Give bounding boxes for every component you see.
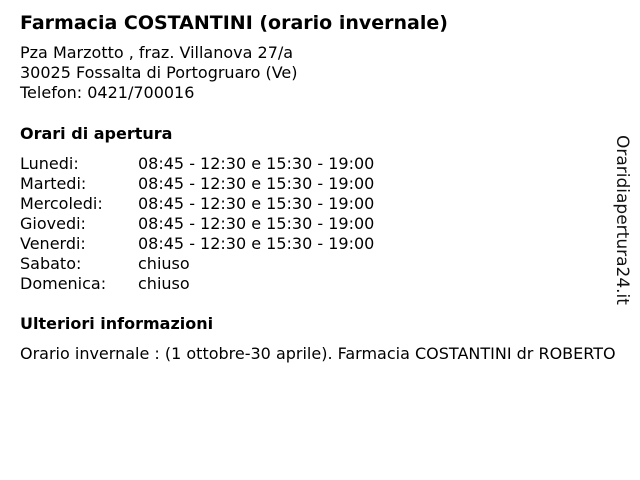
time-value: 08:45 - 12:30 e 15:30 - 19:00 [138, 234, 375, 253]
site-watermark: Oraridiapertura24.it [612, 135, 632, 305]
day-label: Sabato: [20, 254, 82, 273]
hours-row-saturday [20, 254, 374, 274]
street-address: Pza Marzotto , fraz. Villanova 27/a [20, 43, 294, 62]
day-label: Martedi: [20, 174, 87, 193]
phone-number: Telefon: 0421/700016 [20, 83, 195, 102]
hours-row-sunday [20, 274, 374, 294]
time-value: chiuso [138, 274, 190, 293]
hours-row-thursday [20, 214, 374, 234]
address-block [20, 43, 298, 103]
page-title: Farmacia COSTANTINI (orario invernale) [20, 12, 448, 34]
day-label: Giovedi: [20, 214, 86, 233]
hours-row-tuesday [20, 174, 374, 194]
day-label: Lunedi: [20, 154, 79, 173]
time-value: 08:45 - 12:30 e 15:30 - 19:00 [138, 174, 375, 193]
opening-hours-heading: Orari di apertura [20, 124, 173, 143]
hours-row-monday [20, 154, 374, 174]
hours-row-friday [20, 234, 374, 254]
time-value: 08:45 - 12:30 e 15:30 - 19:00 [138, 194, 375, 213]
city-address: 30025 Fossalta di Portogruaro (Ve) [20, 63, 298, 82]
opening-hours-table [20, 154, 374, 294]
day-label: Domenica: [20, 274, 107, 293]
time-value: chiuso [138, 254, 190, 273]
day-label: Venerdi: [20, 234, 86, 253]
hours-row-wednesday [20, 194, 374, 214]
further-info-heading: Ulteriori informazioni [20, 314, 214, 333]
day-label: Mercoledi: [20, 194, 103, 213]
time-value: 08:45 - 12:30 e 15:30 - 19:00 [138, 214, 375, 233]
time-value: 08:45 - 12:30 e 15:30 - 19:00 [138, 154, 375, 173]
further-info-text: Orario invernale : (1 ottobre-30 aprile). Farmacia COSTANTINI dr ROBERTO [20, 344, 616, 363]
